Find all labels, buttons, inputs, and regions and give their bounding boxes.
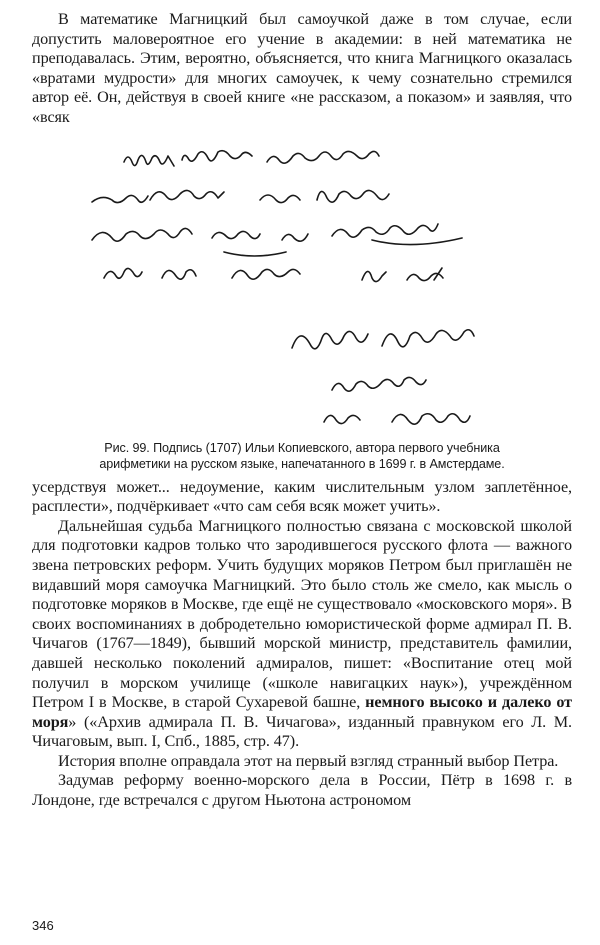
figure-caption-line-1: Рис. 99. Подпись (1707) Ильи Копиевского, автора первого учебника (104, 440, 500, 455)
page-body (32, 10, 572, 811)
paragraph-text-part: Дальнейшая судьба Магницкого полностью связана с московской школой для подготовки кадров только что зародившегося русского флота — важного звена петровских реформ. Учить будущих моряков Петром был приглашён не видавший моря самоучка Магницкий. Это было столь же смело, как мысль о подготовке моряков в Москве, где ещё не существовало «московского моря». В своих воспоминаниях в добродетельно юмористической форме адмирал П. В. Чичагов (1767—1849), бывший морской министр, представитель фамилии, давшей несколько поколений адмиралов, пишет: «Воспитание отец мой получил в морском училище («школе навигацких наук»), учреждённом Петром I в Москве, в старой Сухаревой башне, (32, 516, 572, 712)
handwritten-signature-image (32, 140, 572, 440)
paragraph-continuation: усердствуя может... недоумение, каким числительным узлом заплетённое, расплести», подчёркивает «что сам себя всяк может учить». (32, 477, 572, 516)
paragraph-top: В математике Магницкий был самоучкой даже в том случае, если допустить маловероятное его учение в академии: в ней математика не преподавалась. Этим, вероятно, объясняется, что книга Магницкого оказалась «вратами мудрости» для многих самоучек, к чему сознательно стремился автор её. Он, действуя в своей книге «не рассказом, а показом» и заявляя, что «всяк (32, 10, 572, 126)
paragraph-history: История вполне оправдала этот на первый взгляд странный выбор Петра. (58, 751, 559, 770)
paragraph-peter-reform: Задумав реформу военно-морского дела в России, Пётр в 1698 г. в Лондоне, где встречался с другом Ньютона астрономом (32, 771, 572, 810)
figure-caption-line-2: арифметики на русском языке, напечатанного в 1699 г. в Амстердаме. (99, 456, 505, 471)
paragraph-magnitsky-fate (32, 517, 572, 752)
page-number: 346 (32, 918, 54, 933)
paragraph-text-part: » («Архив адмирала П. В. Чичагова», изданный правнуком его Л. М. Чичаговым, вып. I, Спб., 1885, стр. 47). (32, 712, 572, 751)
emphasized-quote: немного высоко и далеко от моря (32, 693, 572, 731)
signature-figure (32, 140, 572, 440)
